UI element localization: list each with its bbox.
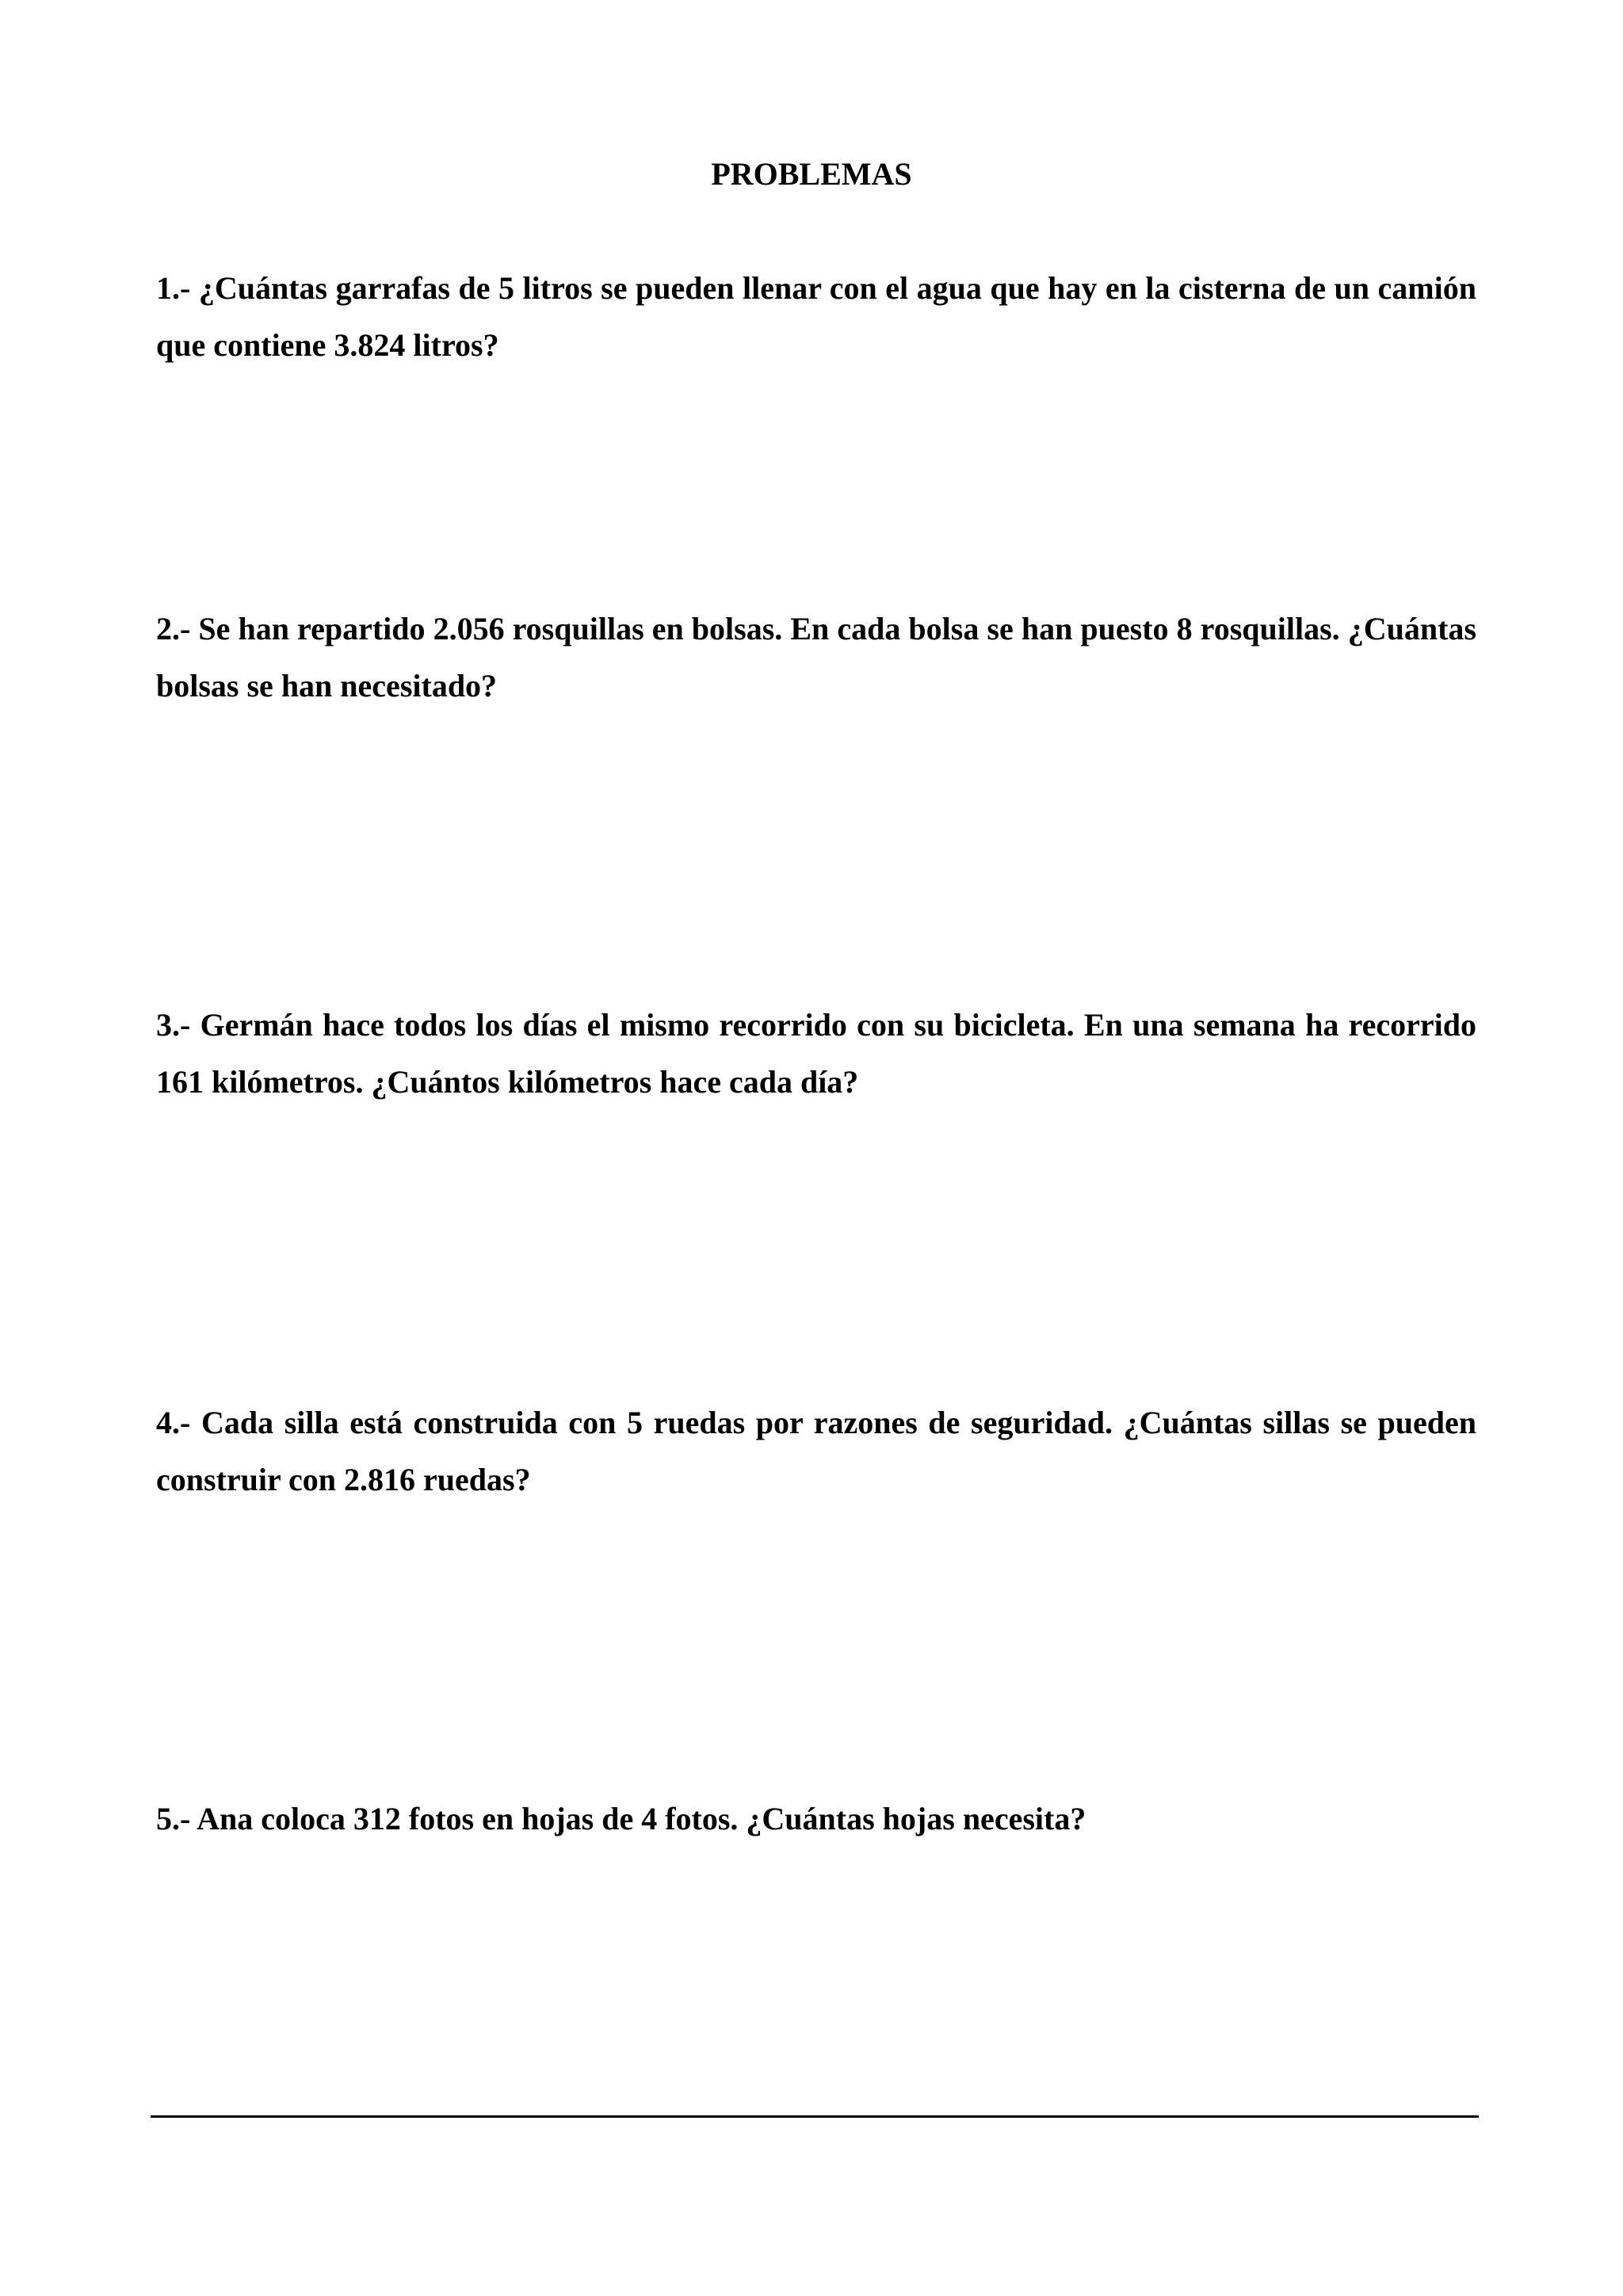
problem-3: 3.- Germán hace todos los días el mismo recorrido con su bicicleta. En una semana ha recorrido 161 kilómetros. ¿Cuántos kilómetros hace cada día? — [156, 1007, 1476, 1100]
problem-4: 4.- Cada silla está construida con 5 ruedas por razones de seguridad. ¿Cuántas sillas se pueden construir con 2.816 ruedas? — [156, 1405, 1476, 1497]
problem-1: 1.- ¿Cuántas garrafas de 5 litros se pueden llenar con el agua que hay en la cisterna de un camión que contiene 3.824 litros? — [156, 270, 1476, 363]
footer-divider — [151, 2115, 1479, 2118]
problem-5: 5.- Ana coloca 312 fotos en hojas de 4 fotos. ¿Cuántas hojas necesita? — [156, 1801, 1086, 1836]
problem-2: 2.- Se han repartido 2.056 rosquillas en bolsas. En cada bolsa se han puesto 8 rosquillas. ¿Cuántas bolsas se han necesitado? — [156, 611, 1476, 704]
page-title: PROBLEMAS — [711, 156, 912, 192]
